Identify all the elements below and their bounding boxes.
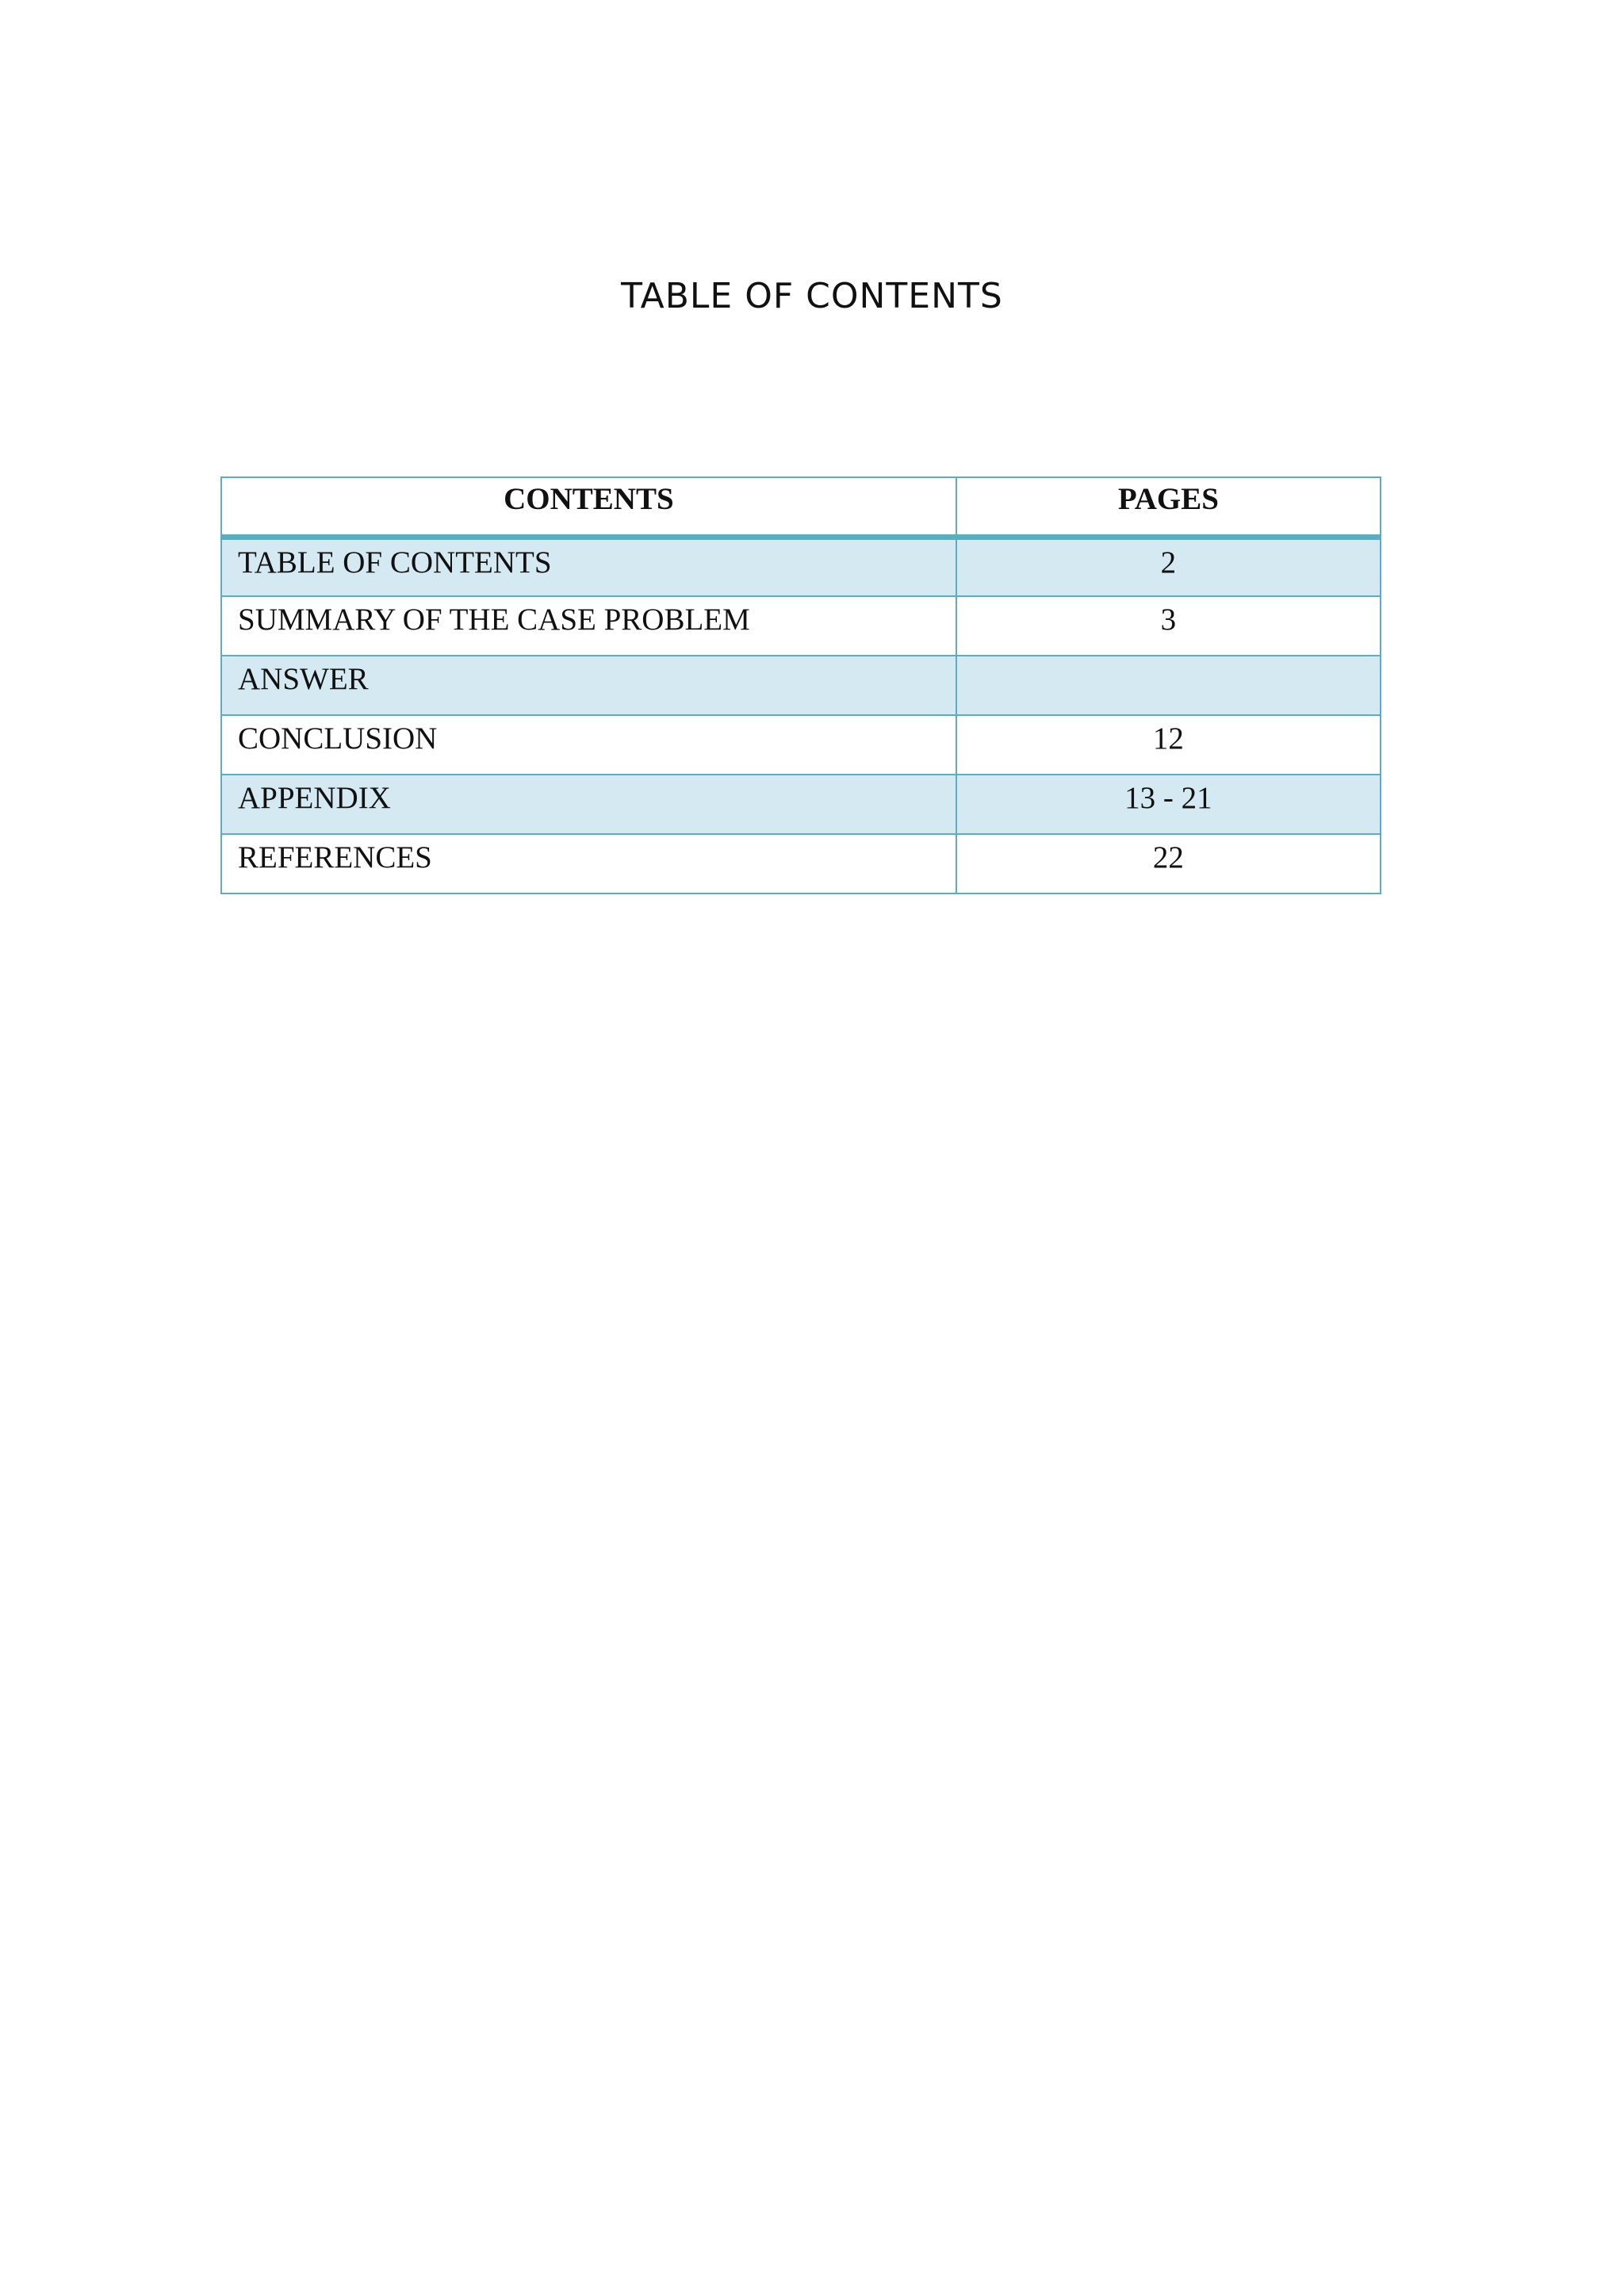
- table-row: [221, 834, 1381, 894]
- row-pages-cell: 3: [956, 596, 1381, 656]
- page-title: TABLE OF CONTENTS: [621, 276, 1003, 316]
- table-row: [221, 775, 1381, 834]
- row-pages-cell: [956, 656, 1381, 715]
- row-contents-cell: REFERENCES: [221, 834, 956, 894]
- row-contents-cell: SUMMARY OF THE CASE PROBLEM: [221, 596, 956, 656]
- row-pages-cell: 2: [956, 537, 1381, 596]
- row-pages-cell: 22: [956, 834, 1381, 894]
- row-contents-cell: ANSWER: [221, 656, 956, 715]
- row-pages-cell: 12: [956, 715, 1381, 775]
- header-pages: PAGES: [956, 477, 1381, 537]
- row-contents-cell: TABLE OF CONTENTS: [221, 537, 956, 596]
- table-row: [221, 656, 1381, 715]
- table-header-row: [221, 477, 1381, 537]
- header-contents: CONTENTS: [221, 477, 956, 537]
- contents-table: [220, 476, 1381, 894]
- table-row: [221, 537, 1381, 596]
- row-contents-cell: CONCLUSION: [221, 715, 956, 775]
- table-row: [221, 715, 1381, 775]
- row-pages-cell: 13 - 21: [956, 775, 1381, 834]
- row-contents-cell: APPENDIX: [221, 775, 956, 834]
- table-row: [221, 596, 1381, 656]
